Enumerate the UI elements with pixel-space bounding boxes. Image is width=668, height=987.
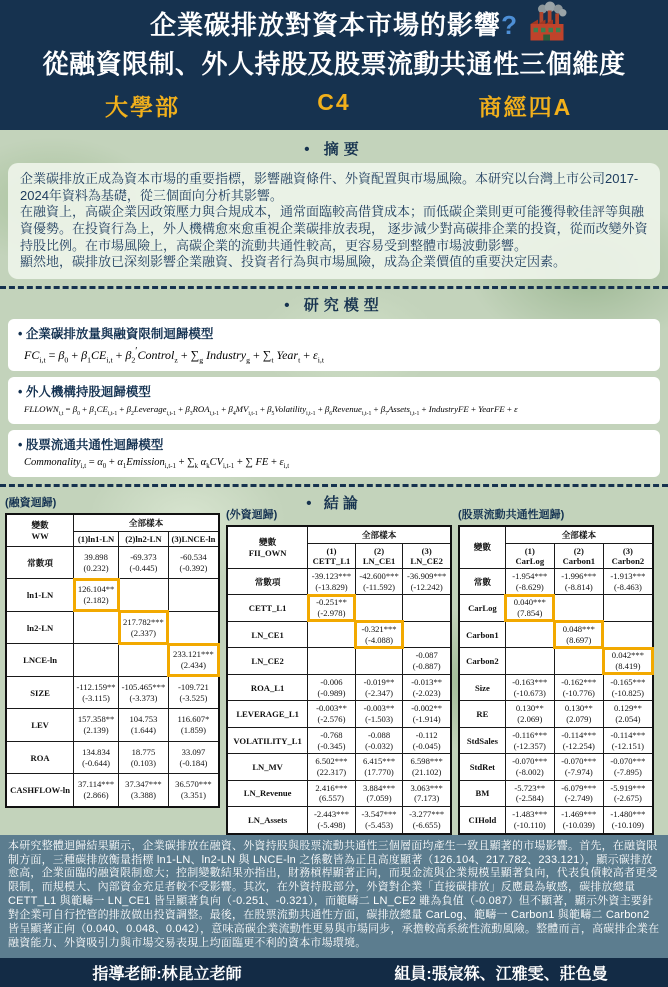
section-divider [0,484,668,487]
column-header-cell: (1) CarLog [505,543,554,568]
stat-cell [554,648,603,674]
table-caption: (外資迴歸) [226,508,278,521]
table-row [459,754,653,780]
stat-cell: -0.003** (-2.576) [308,701,356,727]
models-section-title: • 研究模型 [284,296,384,314]
row-label-cell: ROA [6,741,74,773]
discussion-text: 本研究整體迴歸結果顯示，企業碳排放在融資、外資持股與股票流動共通性三個層面均產生一致且顯著的市場影響。首先，在融資限制方面，三種碳排放衡量指標 ln1-LN、ln2-LN 與 LNCE-ln 之係數皆為正且高度顯著（126.104、217.782、233.121），顯示碳排放愈高，企業面臨的融資限制愈大；控制變數結果亦指出，財務槓桿顯著正向，而現金流與企業規模呈顯著負向，代表負債較高者更受限制，而規模大、內部資金充足者較不受影響。其次，在外資持股部分，外資對企業「直接碳排放」反應最為敏感，碳排放總量 CETT_L1 與範疇一 LN_CE1 皆呈顯著負向（-0.251、-0.321），而範疇二 LN_CE2 雖為負值（-0.087）但不顯著，顯示外資主要針對企業可自行控管的排放做出投資調整。最後，在股票流動共通性方面，碳排放總量 CarLog、範疇一 Carbon1 與範疇二 Carbon2 皆呈顯著正向（0.040、0.048、0.042），意味高碳企業流動性更易與市場同步，承擔較高系統性流動風險。整體而言，高碳排企業在融資能力、外資吸引力與市場交易表現上均面臨更不利的資本市場環境。 [8,839,660,949]
sample-header-cell: 全部樣本 [505,526,653,544]
stat-cell [308,621,356,647]
variable-header-cell: 變數 WW [6,514,74,547]
table-row [6,709,219,741]
column-header-cell: (1) CETT_L1 [308,543,356,568]
stat-cell: -0.162*** (-10.776) [554,674,603,700]
foreign-ownership-regression-table [226,525,452,835]
row-label-cell: CarLog [459,595,505,621]
sample-header-cell: 全部樣本 [74,514,219,532]
stat-cell: -0.006 (-0.989) [308,674,356,700]
liquidity-commonality-regression-column [458,492,654,835]
model-formula: Commonality$_{i,t}$ = $\alpha_0$ + $\alpha_1Emission_{i,t-1} + \sum_k$ $\alpha_kCV_{i,t-1}$ + ∑ FE + $\varepsilon_{i,t}$ [24,456,290,470]
stat-cell: 33.097 (-0.184) [168,741,219,773]
stat-cell [119,644,169,676]
table-row [227,568,451,594]
stat-cell: 104.753 (1.644) [119,709,169,741]
model-name: • 股票流通共通性迴歸模型 [18,437,164,452]
table-row [227,648,451,674]
conclusion-section [0,492,668,835]
stat-cell: -1.480*** (-10.109) [603,807,653,834]
row-label-cell: Carbon2 [459,648,505,674]
poster-footer [0,958,668,987]
row-label-cell: VOLATILITY_L1 [227,727,308,753]
regression-table [226,525,452,835]
table-row [459,780,653,806]
financing-regression-table [5,513,220,808]
row-label-cell: LN_Assets [227,807,308,834]
results-tables-row [0,492,668,835]
model-formula: $FLLOWN_{i,t} = \beta_0 + \beta_1CE_{i,t-1}$ + $\beta_2Leverage_{i,t-1} + \beta_3ROA_{i,t-1} + \beta_4MV_{i,t-1}$ + $\beta_5Volatility_{i,t-1}$ + $\beta_6Revenue_{i,t-1}$ + $\beta_7Assets_{i,t-1}$ + IndustryFE + YearFE + ε [24,404,518,417]
stat-cell: -5.723** (-2.584) [505,780,554,806]
table-row [227,674,451,700]
row-label-cell: ln2-LN [6,611,74,643]
row-label-cell: ROA_L1 [227,674,308,700]
stat-cell: 134.834 (-0.644) [74,741,119,773]
stat-cell: -0.003** (-1.503) [355,701,403,727]
title-text: 企業碳排放對資本市場的影響 [150,10,502,40]
abstract-section-title: • 摘要 [304,141,364,158]
abstract-paragraph-1: 企業碳排放正成為資本市場的重要指標，影響融資條件、外資配置與市場風險。本研究以台灣上市公司2017-2024年資料為基礎，從三個面向分析其影響。 [20,171,639,203]
row-label-cell: LN_MV [227,754,308,780]
table-row [459,701,653,727]
class-label: 商經四A [478,94,573,120]
row-label-cell: 常數 [459,568,505,594]
variable-header-cell: 變數 [459,526,505,569]
table-row [459,648,653,674]
stat-cell: -0.114*** (-12.151) [603,727,653,753]
stat-cell [168,579,219,611]
section-divider [0,286,668,289]
column-header-cell: (3)LNCE-ln [168,531,219,546]
stat-cell: -109.721 (-3.525) [168,676,219,708]
stat-cell [74,644,119,676]
table-row [227,595,451,621]
row-label-cell: Carbon1 [459,621,505,647]
column-header-cell: (2) Carbon1 [554,543,603,568]
stat-cell: -1.483*** (-10.110) [505,807,554,834]
stat-cell [603,621,653,647]
stat-cell [168,611,219,643]
stat-cell [119,579,169,611]
model-formula: $FC_{i,t} = \beta_0 + \beta_1CE_{i,t}$ + $\beta_2'Control_z + \sum_g$ Industry$_g$ + $\sum_t$ Year$_t$ + $\varepsilon_{i,t}$ [24,345,325,365]
stat-cell: -105.465*** (-3.373) [119,676,169,708]
stat-cell [74,611,119,643]
regression-table [458,525,654,835]
stat-cell: 37.114*** (2.866) [74,774,119,807]
table-row [227,807,451,834]
program-label: 大學部 [105,94,180,120]
table-row [6,676,219,708]
table-row [6,546,219,578]
highlighted-stat-cell: 0.040*** (7.854) [505,595,554,621]
stat-cell: 37.347*** (3.388) [119,774,169,807]
stat-cell: -2.443*** (-5.498) [308,807,356,834]
highlighted-stat-cell: -0.251** (-2.978) [308,595,356,621]
stat-cell: -36.909*** (-12.242) [403,568,451,594]
stat-cell: 18.775 (0.103) [119,741,169,773]
table-row [227,727,451,753]
table-row [6,579,219,611]
row-label-cell: BM [459,780,505,806]
model-name: • 外人機構持股迴歸模型 [18,385,151,400]
stat-cell [403,595,451,621]
stat-cell: -0.087 (-0.887) [403,648,451,674]
row-label-cell: LN_CE2 [227,648,308,674]
stat-cell: 0.130** (2.069) [505,701,554,727]
stat-cell: -39.123*** (-13.829) [308,568,356,594]
stat-cell: 116.607* (1.859) [168,709,219,741]
stat-cell: 0.129** (2.054) [603,701,653,727]
row-label-cell: StdSales [459,727,505,753]
column-header-cell: (2) LN_CE1 [355,543,403,568]
sample-header-cell: 全部樣本 [308,526,451,544]
stat-cell: -0.002** (-1.914) [403,701,451,727]
stat-cell: -0.019** (-2.347) [355,674,403,700]
stat-cell: 3.884*** (7.059) [355,780,403,806]
row-label-cell: 常數項 [227,568,308,594]
stat-cell: -1.913*** (-8.463) [603,568,653,594]
members-label: 組員:張宸箖、江雅雯、莊色曼 [394,965,608,983]
poster-title-line2: 從融資限制、外人持股及股票流動共通性三個維度 [42,49,626,79]
stat-cell [403,621,451,647]
variable-header-cell: 變數 FII_OWN [227,526,308,569]
row-label-cell: CIHold [459,807,505,834]
model-box-commonality [8,430,660,477]
stat-cell: 39.898 (0.232) [74,546,119,578]
highlighted-stat-cell: -0.321*** (-4.088) [355,621,403,647]
row-label-cell: LNCE-ln [6,644,74,676]
row-label-cell: LN_CE1 [227,621,308,647]
stat-cell [603,595,653,621]
liquidity-commonality-regression-table [458,525,654,835]
abstract-box [8,163,660,279]
table-row [6,774,219,807]
row-label-cell: CASHFLOW-ln [6,774,74,807]
stat-cell: -0.114*** (-12.254) [554,727,603,753]
table-row [459,727,653,753]
abstract-paragraph-3: 顯然地，碳排放已深刻影響企業融資、投資者行為與市場風險，成為企業價值的重要決定因素。 [20,254,567,270]
table-row [459,807,653,834]
conclusion-section-title: • 結論 [306,494,362,512]
table-row [227,754,451,780]
stat-cell: -0.013** (-2.023) [403,674,451,700]
discussion-block [0,835,668,958]
stat-cell [554,595,603,621]
stat-cell: 6.598*** (21.102) [403,754,451,780]
stat-cell: -0.070*** (-8.002) [505,754,554,780]
stat-cell: -0.112 (-0.045) [403,727,451,753]
row-label-cell: LEVERAGE_L1 [227,701,308,727]
stat-cell: -0.116*** (-12.357) [505,727,554,753]
table-row [227,701,451,727]
table-row [6,611,219,643]
highlighted-stat-cell: 217.782*** (2.337) [119,611,169,643]
row-label-cell: LN_Revenue [227,780,308,806]
stat-cell [355,648,403,674]
column-header-cell: (3) LN_CE2 [403,543,451,568]
stat-cell: -112.159** (-3.115) [74,676,119,708]
stat-cell: -0.070*** (-7.895) [603,754,653,780]
stat-cell [505,621,554,647]
stat-cell: -1.469*** (-10.039) [554,807,603,834]
stat-cell: 2.416*** (6.557) [308,780,356,806]
stat-cell: -1.954*** (-8.629) [505,568,554,594]
stat-cell: 0.130** (2.079) [554,701,603,727]
table-row [227,780,451,806]
poster-body [0,130,668,835]
column-header-cell: (1)ln1-LN [74,531,119,546]
highlighted-stat-cell: 0.042*** (8.419) [603,648,653,674]
advisor-label: 指導老師:林昆立老師 [92,965,242,983]
row-label-cell: CETT_L1 [227,595,308,621]
table-row [459,595,653,621]
table-row [227,621,451,647]
row-label-cell: ln1-LN [6,579,74,611]
row-label-cell: 常數項 [6,546,74,578]
stat-cell: 6.502*** (22.317) [308,754,356,780]
regression-table [5,513,220,808]
title-question-mark: ? [501,10,518,40]
stat-cell: 3.063*** (7.173) [403,780,451,806]
row-label-cell: RE [459,701,505,727]
row-label-cell: LEV [6,709,74,741]
poster-meta-row [47,89,621,122]
financing-regression-column [5,492,220,808]
group-code-label: C4 [317,89,351,115]
stat-cell [505,648,554,674]
table-row [459,568,653,594]
row-label-cell: Size [459,674,505,700]
model-box-financing [8,319,660,371]
table-row [459,674,653,700]
stat-cell: -1.996*** (-8.814) [554,568,603,594]
abstract-paragraph-2: 在融資上，高碳企業因政策壓力與合規成本，通常面臨較高借貸成本；而低碳企業則更可能獲得較佳評等與融資優勢。在投資行為上，外人機構愈來愈重視企業碳排放表現， 逐步減少對高碳排企業的投資，從而改變外資持股比例。在市場風險上，高碳企業的流動共通性較高，更容易受到整體市場波動影響。 [20,204,648,253]
stat-cell [308,648,356,674]
row-label-cell: SIZE [6,676,74,708]
foreign-ownership-regression-column [226,492,452,835]
stat-cell: -5.919*** (-2.675) [603,780,653,806]
stat-cell: 157.358** (2.139) [74,709,119,741]
stat-cell: -42.600*** (-11.592) [355,568,403,594]
stat-cell: -69.373 (-0.445) [119,546,169,578]
highlighted-stat-cell: 0.048*** (8.697) [554,621,603,647]
table-caption: (融資迴歸) [5,496,57,509]
stat-cell: 36.570*** (3.351) [168,774,219,807]
model-box-foreign-ownership [8,377,660,424]
stat-cell: -3.547*** (-5.453) [355,807,403,834]
poster-header [0,0,668,130]
highlighted-stat-cell: 126.104** (2.182) [74,579,119,611]
stat-cell: -0.088 (-0.032) [355,727,403,753]
stat-cell: -0.070*** (-7.974) [554,754,603,780]
row-label-cell: StdRet [459,754,505,780]
stat-cell: -0.165*** (-10.825) [603,674,653,700]
model-name: • 企業碳排放量與融資限制迴歸模型 [18,326,214,341]
table-row [6,644,219,676]
table-caption: (股票流動共通性迴歸) [458,508,565,521]
stat-cell: 6.415*** (17.770) [355,754,403,780]
highlighted-stat-cell: 233.121*** (2.434) [168,644,219,676]
factory-icon [520,2,568,46]
stat-cell: -3.277*** (-6.655) [403,807,451,834]
column-header-cell: (3) Carbon2 [603,543,653,568]
table-row [6,741,219,773]
column-header-cell: (2)ln2-LN [119,531,169,546]
stat-cell: -0.163*** (-10.673) [505,674,554,700]
stat-cell: -6.079*** (-2.749) [554,780,603,806]
stat-cell [355,595,403,621]
stat-cell: -0.768 (-0.345) [308,727,356,753]
stat-cell: -60.534 (-0.392) [168,546,219,578]
table-row [459,621,653,647]
